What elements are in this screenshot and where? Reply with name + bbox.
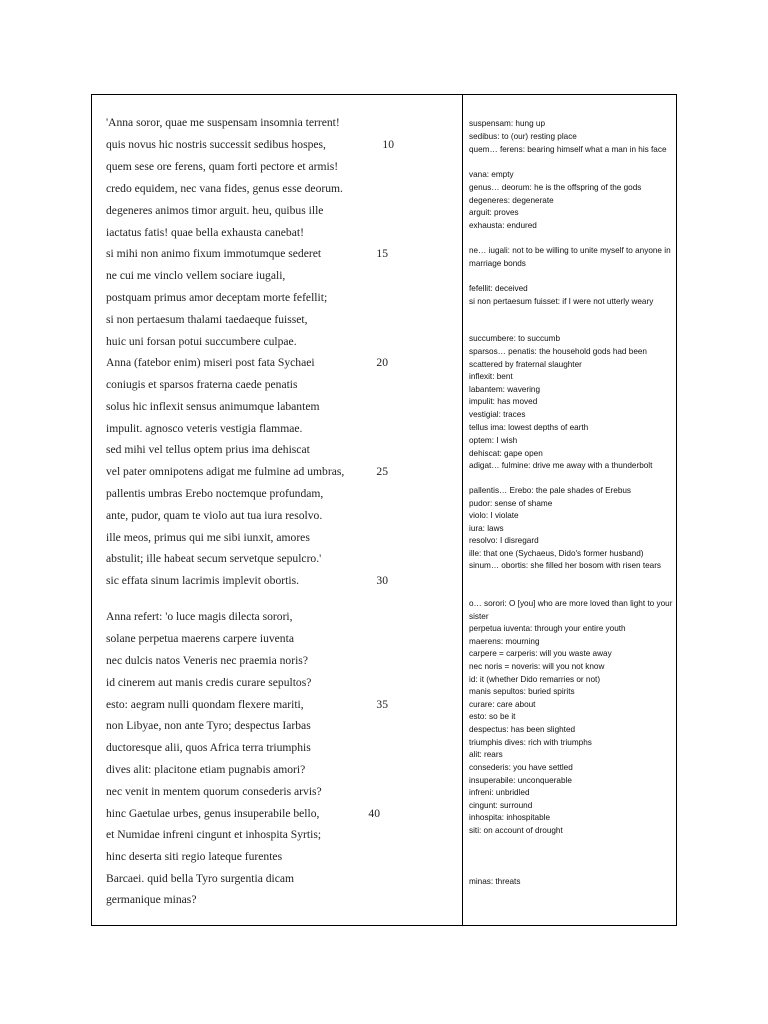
line-number: 15 — [376, 247, 388, 260]
latin-line: iactatus fatis! quae bella exhausta canebat! — [106, 226, 304, 239]
gloss-entry: perpetua iuventa: through your entire youth — [469, 624, 626, 633]
gloss-entry: exhausta: endured — [469, 221, 537, 230]
gloss-entry: alit: rears — [469, 750, 503, 759]
latin-line: 'Anna soror, quae me suspensam insomnia terrent! — [106, 116, 340, 129]
latin-line: quem sese ore ferens, quam forti pectore et armis! — [106, 160, 339, 173]
gloss-entry: pudor: sense of shame — [469, 499, 553, 508]
latin-line: vel pater omnipotens adigat me fulmine ad umbras, — [106, 465, 345, 478]
gloss-entry: consederis: you have settled — [469, 763, 573, 772]
latin-line: ante, pudor, quam te violo aut tua iura resolvo. — [106, 509, 323, 522]
gloss-entry: degeneres: degenerate — [469, 196, 554, 205]
latin-line: dives alit: placitone etiam pugnabis amori? — [106, 763, 306, 776]
line-number: 10 — [382, 138, 394, 151]
line-number: 35 — [376, 698, 388, 711]
gloss-entry: vana: empty — [469, 170, 514, 179]
latin-line: si non pertaesum thalami taedaeque fuisset, — [106, 313, 308, 326]
latin-line: postquam primus amor deceptam morte fefellit; — [106, 291, 328, 304]
latin-line: et Numidae infreni cingunt et inhospita Syrtis; — [106, 828, 322, 841]
gloss-entry: optem: I wish — [469, 436, 518, 445]
latin-line: germanique minas? — [106, 893, 197, 906]
latin-line: solane perpetua maerens carpere iuventa — [106, 632, 294, 645]
gloss-entry: genus… deorum: he is the offspring of the gods — [469, 183, 642, 192]
latin-line: ne cui me vinclo vellem sociare iugali, — [106, 269, 286, 282]
gloss-entry: carpere = carperis: will you waste away — [469, 649, 612, 658]
latin-line: degeneres animos timor arguit. heu, quibus ille — [106, 204, 324, 217]
latin-line: huic uni forsan potui succumbere culpae. — [106, 335, 297, 348]
gloss-entry: adigat… fulmine: drive me away with a thunderbolt — [469, 461, 653, 470]
latin-line: nec venit in mentem quorum consederis arvis? — [106, 785, 322, 798]
gloss-entry: id: it (whether Dido remarries or not) — [469, 675, 601, 684]
line-number: 40 — [368, 807, 380, 820]
latin-line: sic effata sinum lacrimis implevit obortis. — [106, 574, 299, 587]
latin-line: Anna (fatebor enim) miseri post fata Sychaei — [106, 356, 315, 369]
latin-line: ductoresque alii, quos Africa terra triumphis — [106, 741, 311, 754]
gloss-entry: suspensam: hung up — [469, 119, 546, 128]
gloss-entry: ne… iugali: not to be willing to unite myself to anyone in marriage bonds — [469, 246, 671, 268]
gloss-entry: succumbere: to succumb — [469, 334, 561, 343]
line-number: 25 — [376, 465, 388, 478]
gloss-entry: si non pertaesum fuisset: if I were not utterly weary — [469, 297, 654, 306]
gloss-entry: impulit: has moved — [469, 397, 538, 406]
gloss-entry: despectus: has been slighted — [469, 725, 576, 734]
latin-line: Anna refert: 'o luce magis dilecta sorori, — [106, 610, 293, 623]
gloss-entry: sparsos… penatis: the household gods had been scattered by fraternal slaughter — [469, 347, 647, 369]
gloss-entry: iura: laws — [469, 524, 504, 533]
gloss-entry: inflexit: bent — [469, 372, 513, 381]
gloss-entry: dehiscat: gape open — [469, 449, 543, 458]
latin-line: abstulit; ille habeat secum servetque sepulcro.' — [106, 552, 322, 565]
latin-line: credo equidem, nec vana fides, genus esse deorum. — [106, 182, 343, 195]
latin-line: impulit. agnosco veteris vestigia flammae. — [106, 422, 303, 435]
gloss-entry: vestigial: traces — [469, 410, 526, 419]
gloss-entry: nec noris = noveris: will you not know — [469, 662, 605, 671]
gloss-entry: o… sorori: O [you] who are more loved than light to your sister — [469, 599, 673, 621]
gloss-entry: maerens: mourning — [469, 637, 540, 646]
latin-line: sed mihi vel tellus optem prius ima dehiscat — [106, 443, 310, 456]
latin-line: id cinerem aut manis credis curare sepultos? — [106, 676, 312, 689]
gloss-entry: curare: care about — [469, 700, 536, 709]
line-number: 30 — [376, 574, 388, 587]
latin-line: hinc Gaetulae urbes, genus insuperabile bello, — [106, 807, 320, 820]
gloss-entry: resolvo: I disregard — [469, 536, 539, 545]
gloss-entry: insuperabile: unconquerable — [469, 776, 572, 785]
line-number: 20 — [376, 356, 388, 369]
gloss-entry: violo: I violate — [469, 511, 519, 520]
latin-line: quis novus hic nostris successit sedibus hospes, — [106, 138, 326, 151]
gloss-entry: siti: on account of drought — [469, 826, 563, 835]
gloss-entry: fefellit: deceived — [469, 284, 528, 293]
column-divider — [462, 94, 463, 926]
gloss-entry: arguit: proves — [469, 208, 519, 217]
latin-line: coniugis et sparsos fraterna caede penatis — [106, 378, 298, 391]
latin-line: solus hic inflexit sensus animumque labantem — [106, 400, 320, 413]
gloss-entry: cingunt: surround — [469, 801, 533, 810]
gloss-entry: manis sepultos: buried spirits — [469, 687, 575, 696]
latin-line: nec dulcis natos Veneris nec praemia noris? — [106, 654, 308, 667]
gloss-entry: sedibus: to (our) resting place — [469, 132, 577, 141]
gloss-entry: pallentis… Erebo: the pale shades of Erebus — [469, 486, 632, 495]
gloss-entry: quem… ferens: bearing himself what a man in his face — [469, 145, 667, 154]
latin-line: hinc deserta siti regio lateque furentes — [106, 850, 283, 863]
gloss-entry: labantem: wavering — [469, 385, 540, 394]
latin-line: pallentis umbras Erebo noctemque profundam, — [106, 487, 324, 500]
gloss-entry: inhospita: inhospitable — [469, 813, 551, 822]
latin-line: esto: aegram nulli quondam flexere mariti, — [106, 698, 304, 711]
gloss-entry: tellus ima: lowest depths of earth — [469, 423, 589, 432]
gloss-entry: ille: that one (Sychaeus, Dido's former husband) — [469, 549, 644, 558]
latin-line: ille meos, primus qui me sibi iunxit, amores — [106, 531, 310, 544]
gloss-entry: minas: threats — [469, 877, 521, 886]
gloss-entry: sinum… obortis: she filled her bosom with risen tears — [469, 561, 662, 570]
latin-line: non Libyae, non ante Tyro; despectus Iarbas — [106, 719, 311, 732]
latin-line: si mihi non animo fixum immotumque sederet — [106, 247, 322, 260]
latin-line: Barcaei. quid bella Tyro surgentia dicam — [106, 872, 295, 885]
gloss-entry: infreni: unbridled — [469, 788, 530, 797]
gloss-entry: esto: so be it — [469, 712, 516, 721]
gloss-entry: triumphis dives: rich with triumphs — [469, 738, 592, 747]
